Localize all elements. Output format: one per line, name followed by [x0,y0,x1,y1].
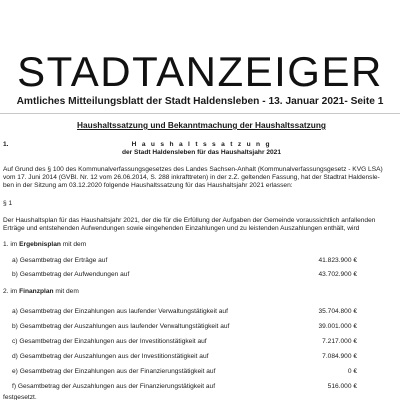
finanzplan-item-text: b) Gesamtbetrag der Auszahlungen aus laufender Verwaltungstätigkeit auf [12,323,230,330]
finanzplan-item-text: f) Gesamtbetrag der Auszahlungen aus der Finanzierungstätigkeit auf [12,383,216,390]
preamble-line: Auf Grund des § 100 des Kommunalverfassungsgesetzes des Landes Sachsen-Anhalt (Kommunalverfassungsgesetz - KVG LSA) [3,166,383,173]
satzung-subtitle: der Stadt Haldensleben für das Haushaltsjahr 2021 [121,149,282,156]
finanzplan-item-text: a) Gesamtbetrag der Einzahlungen aus laufender Verwaltungstätigkeit auf [12,308,228,315]
ergebnisplan-item-text: b) Gesamtbetrag der Aufwendungen auf [12,271,130,278]
ergebnisplan-item-amount: 43.702.900 € [318,271,357,278]
intro-line: Erträge und entstehenden Aufwendungen sowie eingehenden Einzahlungen und zu leistenden Auszahlungen enthält, wird [3,225,360,232]
section-number: 1. [3,141,9,148]
document-page [3,114,400,400]
ergebnisplan-item-text: a) Gesamtbetrag der Erträge auf [12,257,108,264]
finanzplan-item-text: e) Gesamtbetrag der Einzahlungen aus der Finanzierungstätigkeit auf [12,368,216,375]
finanzplan-item-text: d) Gesamtbetrag der Auszahlungen aus der Investitionstätigkeit auf [12,353,209,360]
preamble-line: vom 17. Juni 2014 (GVBl. Nr. 12 vom 26.06.2014, S. 288 inkrafttreten) in der z.Z. geltenden Fassung, hat der Stadtrat Haldensle- [3,174,380,181]
preamble-line: ben in der Sitzung am 03.12.2020 folgende Haushaltssatzung für das Haushaltsjahr 2021 erlassen: [3,182,293,189]
finanzplan-item-amount: 39.001.000 € [318,323,357,330]
finanzplan-item-text: c) Gesamtbetrag der Einzahlungen aus der Investitionstätigkeit auf [12,338,207,345]
finanzplan-item-amount: 516.000 € [327,383,357,390]
satzung-title: H a u s h a l t s s a t z u n g [131,141,272,148]
closing-text: festgesetzt. [3,394,37,400]
masthead-subtitle: Amtliches Mitteilungsblatt der Stadt Haldensleben - 13. Januar 2021- Seite 1 [16,96,384,107]
finanzplan-item-amount: 0 € [347,368,357,375]
intro-line: Der Haushaltsplan für das Haushaltsjahr 2021, der die für die Erfüllung der Aufgaben der Gemeinde voraussichtlich anfallenden [3,217,376,224]
finanzplan-item-amount: 7.217.000 € [322,338,357,345]
ergebnisplan-heading: 1. im Ergebnisplan mit dem [3,241,87,248]
paragraph-label: § 1 [3,200,13,207]
masthead-title: STADTANZEIGER [17,48,383,95]
finanzplan-item-amount: 7.084.900 € [322,353,357,360]
finanzplan-item-amount: 35.704.800 € [318,308,357,315]
finanzplan-heading: 2. im Finanzplan mit dem [3,288,79,295]
document-heading: Haushaltssatzung und Bekanntmachung der Haushaltssatzung [77,120,326,130]
ergebnisplan-item-amount: 41.823.900 € [318,257,357,264]
